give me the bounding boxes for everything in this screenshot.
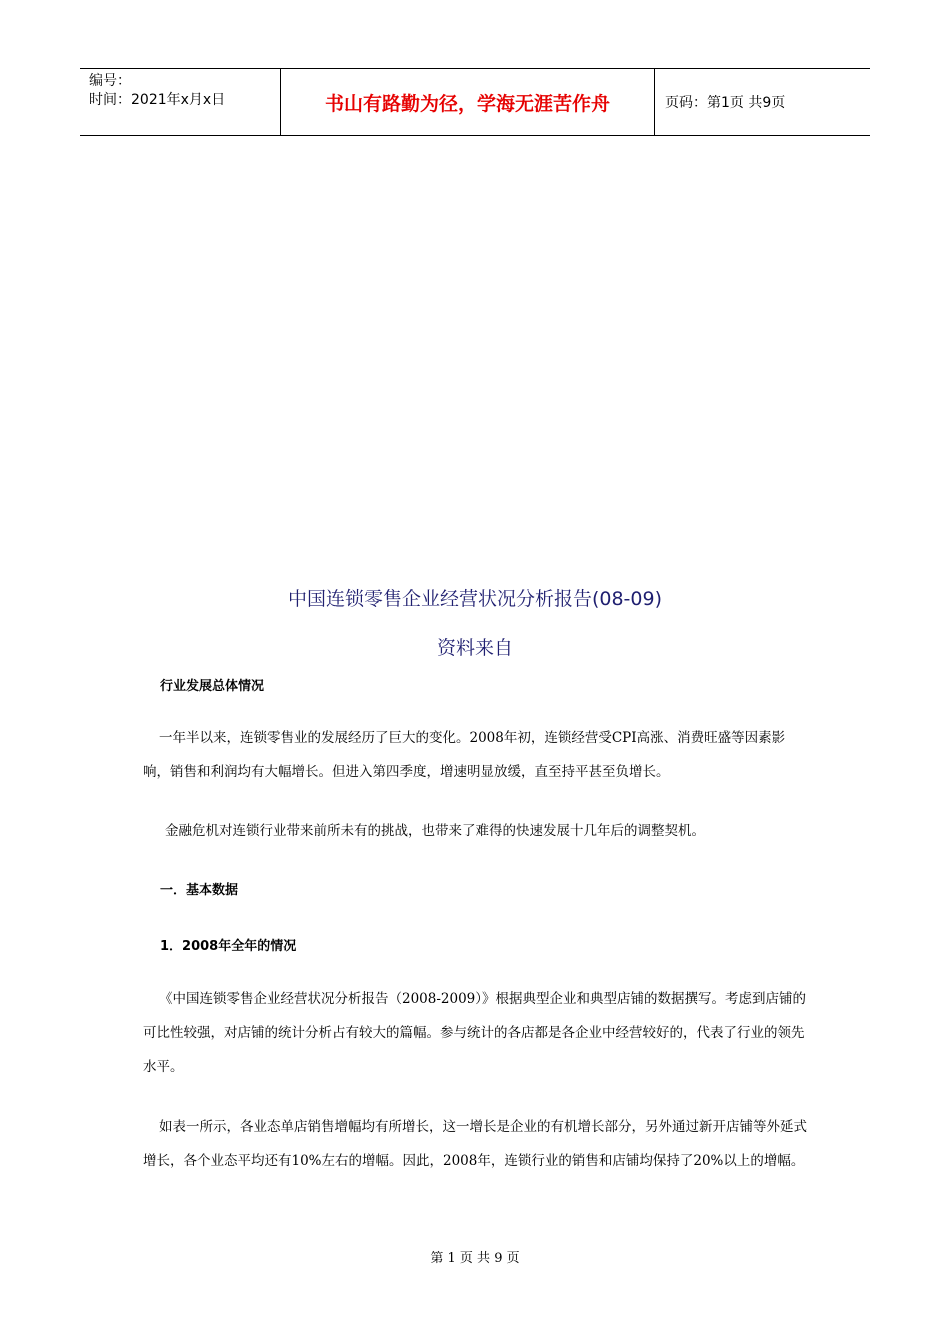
header-page-info: 页码：第1页 共9页 bbox=[665, 95, 786, 111]
number-label: 编号： bbox=[89, 73, 131, 89]
heading-2008-year: 1．2008年全年的情况 bbox=[160, 939, 297, 954]
heading-basic-data: 一．基本数据 bbox=[160, 883, 239, 898]
paragraph-2: 金融危机对连锁行业带来前所未有的挑战，也带来了难得的快速发展十几年后的调整契机。 bbox=[165, 823, 705, 839]
time-label: 时间：2021年x月x日 bbox=[89, 92, 226, 108]
section-heading: 行业发展总体情况 bbox=[160, 679, 265, 694]
paragraph-3: 《中国连锁零售企业经营状况分析报告（2008-2009）》根据典型企业和典型店铺的数据撰写。考虑到店铺的可比性较强，对店铺的统计分析占有较大的篇幅。参与统计的各店都是各企业中经营较好的，代表了行业的领先水平。 bbox=[143, 991, 807, 1075]
document-header bbox=[80, 68, 870, 136]
header-motto: 书山有路勤为径，学海无涯苦作舟 bbox=[281, 69, 655, 135]
paragraph-1: 一年半以来，连锁零售业的发展经历了巨大的变化。2008年初，连锁经营受CPI高涨、消费旺盛等因素影响，销售和利润均有大幅增长。但进入第四季度，增速明显放缓，直至持平甚至负增长。 bbox=[143, 730, 786, 780]
document-subtitle: 资料来自 bbox=[436, 637, 513, 659]
page-footer: 第 1 页 共 9 页 bbox=[430, 1251, 520, 1266]
header-meta-cell bbox=[80, 69, 281, 135]
document-title: 中国连锁零售企业经营状况分析报告(08-09) bbox=[287, 588, 663, 610]
paragraph-4: 如表一所示，各业态单店销售增幅均有所增长，这一增长是企业的有机增长部分，另外通过新开店铺等外延式增长，各个业态平均还有10%左右的增幅。因此，2008年，连锁行业的销售和店铺均保持了20%以上的增幅。 bbox=[143, 1119, 807, 1169]
